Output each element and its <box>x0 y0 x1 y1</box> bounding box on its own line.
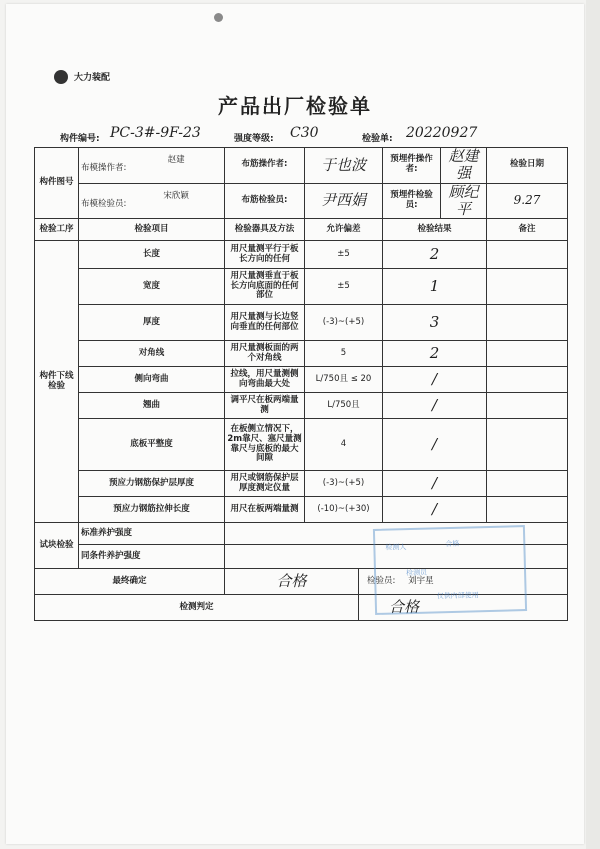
item-tool: 在板侧立情况下，2m靠尺、塞尺量测靠尺与底板的最大间隙 <box>225 419 305 471</box>
company-name: 大力装配 <box>74 73 111 83</box>
head-tool: 检验器具及方法 <box>225 219 305 241</box>
item-tool: 用尺在板两端量测 <box>225 497 305 523</box>
stamp-text: 仅供内部使用 <box>436 591 479 601</box>
item-note <box>487 241 568 269</box>
punch-hole <box>214 13 223 22</box>
item-tolerance: ±5 <box>305 241 383 269</box>
item-note <box>487 419 568 471</box>
final-value: 合格 <box>225 569 359 595</box>
item-name: 长度 <box>79 241 225 269</box>
stamp-text: 合格 <box>445 539 460 549</box>
item-tolerance: L/750且 <box>305 393 383 419</box>
mold-operator-cell <box>79 148 225 184</box>
inspection-no-label: 检验单: <box>362 134 393 144</box>
item-tool: 用尺量测垂直于板长方向底面的任何部位 <box>225 269 305 305</box>
component-no-label: 构件编号: <box>60 134 100 144</box>
rebar-operator-value: 于也波 <box>305 148 383 184</box>
item-tolerance: L/750且 ≤ 20 <box>305 367 383 393</box>
item-name: 预应力钢筋保护层厚度 <box>79 471 225 497</box>
item-tolerance: (-3)~(+5) <box>305 305 383 341</box>
mold-inspector-value: 宋欣颖 <box>163 190 189 201</box>
item-name: 宽度 <box>79 269 225 305</box>
rebar-inspector-label: 布筋检验员: <box>225 183 305 219</box>
item-tolerance: ±5 <box>305 269 383 305</box>
embed-operator-value: 赵建强 <box>441 148 487 184</box>
item-note <box>487 471 568 497</box>
head-result: 检验结果 <box>383 219 487 241</box>
item-name: 预应力钢筋拉伸长度 <box>79 497 225 523</box>
inspection-date-label: 检验日期 <box>487 148 568 184</box>
item-note <box>487 269 568 305</box>
inspector-label: 检验员: <box>367 575 396 586</box>
item-result: / <box>383 497 487 523</box>
head-process: 检验工序 <box>35 219 79 241</box>
stamp-text: 检测员 <box>405 568 428 578</box>
offline-inspection-label: 构件下线检验 <box>35 241 79 523</box>
head-tolerance: 允许偏差 <box>305 219 383 241</box>
item-name: 翘曲 <box>79 393 225 419</box>
item-tool: 用尺量测与长边竖向垂直的任何部位 <box>225 305 305 341</box>
item-result: / <box>383 419 487 471</box>
item-result: 3 <box>383 305 487 341</box>
item-tolerance: (-3)~(+5) <box>305 471 383 497</box>
embed-operator-label: 预埋件操作者: <box>383 148 441 184</box>
item-tool: 用尺量测平行于板长方向的任何 <box>225 241 305 269</box>
company-logo-icon <box>54 70 68 84</box>
rebar-operator-label: 布筋操作者: <box>225 148 305 184</box>
inspector-value: 刘宇星 <box>408 575 434 586</box>
final-label: 最终确定 <box>35 569 225 595</box>
inspection-sheet <box>6 4 584 844</box>
stamp-text: 检测人 <box>385 543 407 552</box>
item-tool: 用尺或钢筋保护层厚度测定仪量 <box>225 471 305 497</box>
inspection-date-value: 9.27 <box>487 183 568 219</box>
judge-value: 合格 <box>359 595 568 621</box>
same-curing-label: 同条件养护强度 <box>79 545 225 569</box>
rebar-inspector-value: 尹西娟 <box>305 183 383 219</box>
item-name: 侧向弯曲 <box>79 367 225 393</box>
page-title: 产品出厂检验单 <box>218 94 372 118</box>
embed-inspector-label: 预埋件检验员: <box>383 183 441 219</box>
item-name: 对角线 <box>79 341 225 367</box>
item-tool: 拉线，用尺量测侧向弯曲最大处 <box>225 367 305 393</box>
embed-inspector-value: 顾纪平 <box>441 183 487 219</box>
mold-operator-label: 布模操作者: <box>81 163 127 174</box>
strength-value: C30 <box>290 125 319 141</box>
trial-block-label: 试块检验 <box>35 523 79 569</box>
item-note <box>487 393 568 419</box>
item-result: / <box>383 367 487 393</box>
head-note: 备注 <box>487 219 568 241</box>
inspection-stamp <box>373 525 527 615</box>
item-result: 2 <box>383 241 487 269</box>
item-result: / <box>383 393 487 419</box>
standard-curing-label: 标准养护强度 <box>79 523 225 545</box>
component-no-value: PC-3#-9F-23 <box>110 125 201 141</box>
item-name: 厚度 <box>79 305 225 341</box>
mold-inspector-label: 布模检验员: <box>81 198 127 209</box>
item-result: 1 <box>383 269 487 305</box>
item-tolerance: 4 <box>305 419 383 471</box>
judge-label: 检测判定 <box>35 595 359 621</box>
scan-edge <box>586 0 600 849</box>
item-note <box>487 305 568 341</box>
strength-label: 强度等级: <box>234 134 274 144</box>
item-note <box>487 367 568 393</box>
item-tool: 用尺量测板面的两个对角线 <box>225 341 305 367</box>
drawing-no-label: 构件图号 <box>35 148 79 219</box>
item-note <box>487 497 568 523</box>
item-result: / <box>383 471 487 497</box>
item-tolerance: 5 <box>305 341 383 367</box>
item-note <box>487 341 568 367</box>
item-tolerance: (-10)~(+30) <box>305 497 383 523</box>
head-item: 检验项目 <box>79 219 225 241</box>
item-tool: 调平尺在板两端量测 <box>225 393 305 419</box>
item-result: 2 <box>383 341 487 367</box>
mold-inspector-cell <box>79 183 225 219</box>
mold-operator-value: 赵建 <box>167 155 185 166</box>
inspection-no-value: 20220927 <box>406 125 478 141</box>
item-name: 底板平整度 <box>79 419 225 471</box>
